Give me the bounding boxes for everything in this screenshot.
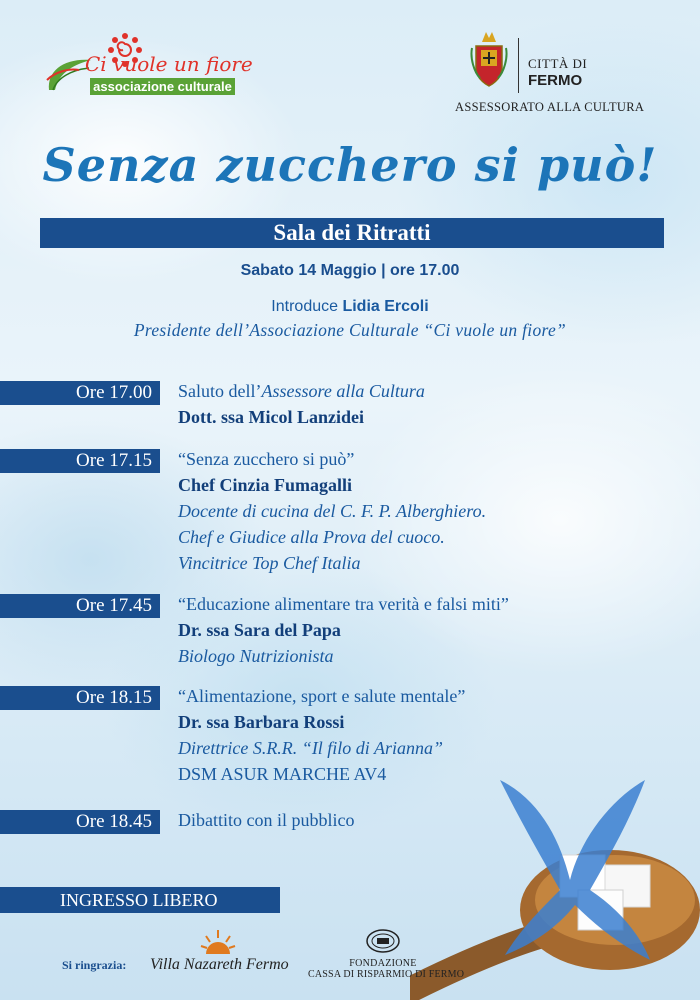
- sun-icon: [200, 928, 236, 958]
- event-date: Sabato 14 Maggio | ore 17.00: [240, 262, 460, 279]
- free-entry-label: INGRESSO LIBERO: [0, 887, 280, 913]
- program-topic: “Educazione alimentare tra verità e falsi miti”: [178, 594, 509, 614]
- seal-icon: [365, 928, 401, 954]
- intro-name: Lidia Ercoli: [342, 298, 429, 315]
- intro-prefix: Introduce: [271, 298, 343, 315]
- fondazione-logo: [308, 928, 465, 992]
- program-topic: “Senza zucchero si può”: [178, 449, 355, 469]
- program-topic: Dibattito con il pubblico: [178, 810, 355, 830]
- program-detail: Biologo Nutrizionista: [178, 646, 334, 666]
- thanks-label: Si ringrazia:: [62, 958, 127, 972]
- program-time: Ore 18.15: [0, 686, 160, 710]
- city-prefix: CITTÀ DI: [528, 56, 588, 71]
- program-time: Ore 17.45: [0, 594, 160, 618]
- logo-bar-text: associazione culturale: [90, 78, 235, 95]
- program-time: Ore 18.45: [0, 810, 160, 834]
- city-crest-icon: [470, 28, 508, 90]
- department-name: ASSESSORATO ALLA CULTURA: [455, 100, 645, 114]
- intro-role: Presidente dell’Associazione Culturale “Ci vuole un fiore”: [133, 320, 567, 340]
- fondazione-line2: CASSA DI RISPARMIO DI FERMO: [308, 969, 465, 980]
- program-detail: Direttrice S.R.R. “Il filo di Arianna”: [178, 738, 443, 758]
- event-title: Senza zucchero si può!: [42, 138, 658, 192]
- program-extra: DSM ASUR MARCHE AV4: [178, 764, 387, 784]
- program-speaker: Chef Cinzia Fumagalli: [178, 475, 352, 495]
- program-topic-plain: Saluto dell’: [178, 381, 262, 401]
- program-detail: Vincitrice Top Chef Italia: [178, 553, 361, 573]
- venue-banner: Sala dei Ritratti: [40, 218, 664, 248]
- program-topic: “Alimentazione, sport e salute mentale”: [178, 686, 466, 706]
- intro-line: [0, 298, 700, 316]
- villa-nazareth-text: Villa Nazareth Fermo: [150, 956, 289, 973]
- city-logo: [455, 28, 660, 123]
- program-topic-italic: Assessore alla Cultura: [261, 381, 425, 401]
- program-speaker: Dr. ssa Barbara Rossi: [178, 712, 345, 732]
- program-time: Ore 17.15: [0, 449, 160, 473]
- logo-divider: [518, 38, 519, 93]
- program-speaker: Dr. ssa Sara del Papa: [178, 620, 341, 640]
- city-name: FERMO: [528, 72, 583, 89]
- program-speaker: Dott. ssa Micol Lanzidei: [178, 407, 364, 427]
- program-detail: Docente di cucina del C. F. P. Alberghiero.: [178, 501, 487, 521]
- program-time: Ore 17.00: [0, 381, 160, 405]
- villa-nazareth-logo: [150, 928, 290, 988]
- fondazione-line1: FONDAZIONE: [349, 958, 417, 969]
- program-topic: [178, 381, 425, 402]
- association-logo: [45, 30, 265, 110]
- logo-script-text: Ci vuole un fiore: [85, 52, 253, 76]
- program-detail: Chef e Giudice alla Prova del cuoco.: [178, 527, 445, 547]
